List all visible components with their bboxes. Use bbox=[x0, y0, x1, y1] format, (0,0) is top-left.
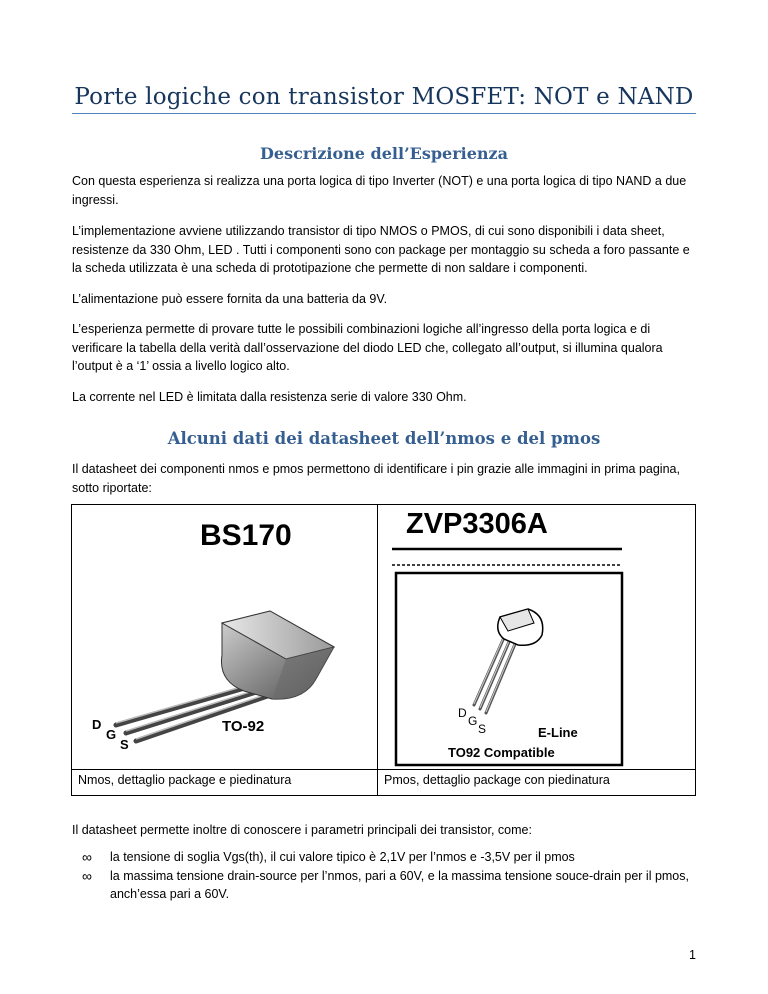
bs170-pin-s-label: S bbox=[120, 737, 129, 752]
list-item bbox=[72, 867, 712, 904]
title-underline bbox=[72, 113, 696, 114]
bullet-infinity-icon: ∞ bbox=[82, 849, 92, 865]
figure-caption-nmos: Nmos, dettaglio package e piedinatura bbox=[78, 773, 292, 787]
zvp3306a-part-label: ZVP3306A bbox=[406, 508, 548, 540]
paragraph-parametri: Il datasheet permette inoltre di conoscere i parametri principali dei transistor, come: bbox=[72, 823, 532, 837]
page-number: 1 bbox=[689, 948, 696, 962]
zvp3306a-package-line1: E-Line bbox=[538, 725, 578, 740]
section-heading-descrizione: Descrizione dell’Esperienza bbox=[260, 144, 508, 163]
list-item-text: la tensione di soglia Vgs(th), il cui valore tipico è 2,1V per l’nmos e -3,5V per il pmos bbox=[110, 850, 575, 864]
parameter-list bbox=[72, 848, 712, 904]
bs170-pin-g-label: G bbox=[106, 727, 117, 742]
list-item bbox=[72, 848, 712, 867]
bs170-package-label: TO-92 bbox=[222, 718, 265, 735]
figure-table bbox=[71, 504, 696, 796]
paragraph-corrente-led: La corrente nel LED è limitata dalla resistenza serie di valore 330 Ohm. bbox=[72, 390, 467, 404]
paragraph-intro: Con questa esperienza si realizza una porta logica di tipo Inverter (NOT) e una porta logica di tipo NAND a due ingressi. bbox=[72, 174, 687, 207]
section-heading-datasheet: Alcuni dati dei datasheet dell’nmos e del pmos bbox=[167, 429, 601, 448]
page-title: Porte logiche con transistor MOSFET: NOT e NAND bbox=[74, 84, 694, 110]
paragraph-datasheet-intro: Il datasheet dei componenti nmos e pmos permettono di identificare i pin grazie alle immagini in prima pagina, sotto riportate: bbox=[72, 462, 680, 495]
zvp3306a-pin-d-label: D bbox=[458, 706, 467, 720]
bs170-pin-d-label: D bbox=[92, 717, 102, 732]
paragraph-alimentazione: L’alimentazione può essere fornita da una batteria da 9V. bbox=[72, 292, 388, 306]
paragraph-implementazione: L’implementazione avviene utilizzando transistor di tipo NMOS o PMOS, di cui sono disponibili i data sheet, resistenze da 330 Ohm, LED . Tutti i componenti sono con package per montaggio su scheda a foro passante e la scheda utilizzata è una scheda di prototipazione che permette di non saldare i componenti. bbox=[72, 224, 690, 275]
paragraph-esperienza: L’esperienza permette di provare tutte le possibili combinazioni logiche all’ingresso della porta logica e di verificare la tabella della verità dall’osservazione del diodo LED che, collegato all’output, si illumina qualora l’output è a ‘1’ ossia a livello logico alto. bbox=[72, 322, 663, 373]
zvp3306a-pin-s-label: S bbox=[478, 722, 487, 736]
zvp3306a-pin-g-label: G bbox=[468, 714, 478, 728]
bullet-infinity-icon: ∞ bbox=[82, 867, 92, 884]
zvp3306a-package-image bbox=[378, 505, 695, 767]
bs170-package-image bbox=[72, 505, 376, 767]
figure-table-caption-rule bbox=[72, 769, 695, 770]
list-item-text: la massima tensione drain-source per l’nmos, pari a 60V, e la massima tensione souce-drain per il pmos, anch’essa pari a 60V. bbox=[110, 868, 689, 901]
figure-caption-pmos: Pmos, dettaglio package con piedinatura bbox=[384, 773, 610, 787]
zvp3306a-package-line2: TO92 Compatible bbox=[448, 745, 555, 760]
bs170-part-label: BS170 bbox=[200, 519, 292, 552]
